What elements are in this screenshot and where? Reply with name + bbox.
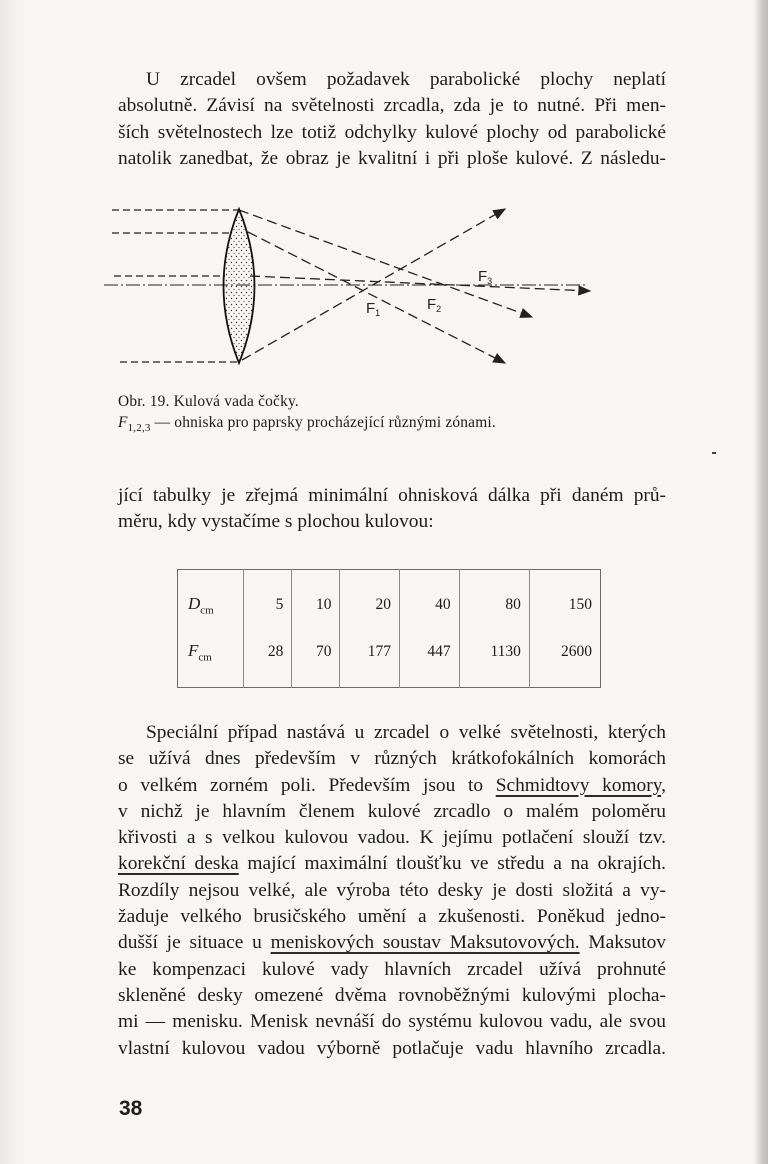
stray-mark xyxy=(712,452,716,454)
table-row-focal xyxy=(178,629,601,688)
caption-legend xyxy=(118,412,496,439)
row-header: $F_{cm}$ xyxy=(188,640,212,663)
table-cell: 2600 xyxy=(529,629,600,688)
text-line: se užívá dnes především v různých krátkofokálních komorách xyxy=(118,748,666,770)
focal-length-table xyxy=(177,569,601,688)
caption-symbol: F xyxy=(118,414,128,431)
table-cell: 70 xyxy=(292,629,340,688)
lens xyxy=(224,209,255,363)
page-number: 38 xyxy=(119,1097,143,1120)
underlined-term-corrector: korekční deska xyxy=(118,853,239,875)
table-cell: 150 xyxy=(529,570,600,629)
text-line: o velkém zorném poli. Především jsou to Schmidtovy komory, xyxy=(118,774,666,796)
focus-label-f2: $F_2$ xyxy=(427,296,442,314)
table-cell: 10 xyxy=(292,570,340,629)
row-header: $D_{cm}$ xyxy=(188,594,214,617)
text-line: v nichž je hlavním členem kulové zrcadlo o malém poloměru xyxy=(118,800,666,822)
text-line: dušší je situace u meniskových soustav Maksutovových. Maksutov xyxy=(118,932,666,954)
figure-spherical-aberration xyxy=(100,195,600,375)
lens-diagram xyxy=(100,195,600,375)
text-line: ších světelnostech lze totiž odchylky kulové plochy od parabolické xyxy=(118,121,666,143)
figure-caption xyxy=(118,391,496,439)
table-cell: 20 xyxy=(340,570,400,629)
table-cell: 40 xyxy=(400,570,460,629)
text-line: žaduje velkého brusičského umění a zkušenosti. Poněkud jedno- xyxy=(118,906,666,928)
table-cell: 1130 xyxy=(459,629,529,688)
text-line: měru, kdy vystačíme s plochou kulovou: xyxy=(118,511,434,533)
table-cell: 177 xyxy=(340,629,400,688)
text-line: Speciální případ nastává u zrcadel o velké světelnosti, kterých xyxy=(146,722,666,743)
text-line: Rozdíly nejsou velké, ale výroba této desky je dosti složitá a vy- xyxy=(118,879,666,901)
ray-1-to-f2 xyxy=(239,210,532,317)
paragraph-mirrors xyxy=(118,67,666,172)
focus-label-f3: $F_3$ xyxy=(478,268,493,286)
paragraph-special-case xyxy=(118,720,666,1062)
text-line: vlastní kulovou vadou výborně potlačuje vadu hlavního zrcadla. xyxy=(118,1037,666,1059)
paragraph-table-intro xyxy=(118,483,666,536)
caption-title: Obr. 19. Kulová vada čočky. xyxy=(118,393,299,410)
text-line: skleněné desky omezené dvěma rovnoběžnými kulovými plocha- xyxy=(118,984,666,1006)
ray-3-to-f3 xyxy=(250,276,590,291)
text-line: jící tabulky je zřejmá minimální ohnisková dálka při daném prů- xyxy=(118,485,666,506)
underlined-term-schmidt: Schmidtovy komory xyxy=(495,774,662,796)
ray-2-to-f1 xyxy=(248,232,505,363)
text-line: U zrcadel ovšem požadavek parabolické plochy neplatí xyxy=(146,69,666,90)
page-left-edge xyxy=(0,0,28,1164)
table-cell: 447 xyxy=(400,629,460,688)
table-row-diameter xyxy=(178,570,601,629)
text-line: korekční deska mající maximální tloušťku ve středu a na okrajích. xyxy=(118,853,666,875)
caption-subscript: 1,2,3 xyxy=(127,422,151,435)
text-line: absolutně. Závisí na světelnosti zrcadla, zda je to nutné. Při men- xyxy=(118,95,666,117)
table-cell: 28 xyxy=(244,629,292,688)
caption-legend-text: — ohniska pro paprsky procházející různými zónami. xyxy=(150,414,496,431)
text-line: ke kompenzaci kulové vady hlavních zrcadel užívá prohnuté xyxy=(118,958,666,980)
text-line: mi — menisku. Menisk nevnáší do systému kulovou vadu, ale svou xyxy=(118,1011,666,1033)
page-right-edge xyxy=(754,0,768,1164)
table-cell: 5 xyxy=(244,570,292,629)
underlined-term-maksutov: meniskových soustav Maksutovových. xyxy=(270,932,580,954)
focus-label-f1: $F_1$ xyxy=(366,300,381,318)
text-line: křivosti a s velkou kulovou vadou. K jejímu potlačení slouží tzv. xyxy=(118,827,666,849)
table-cell: 80 xyxy=(459,570,529,629)
text-line: natolik zanedbat, že obraz je kvalitní i při ploše kulové. Z následu- xyxy=(118,147,666,169)
